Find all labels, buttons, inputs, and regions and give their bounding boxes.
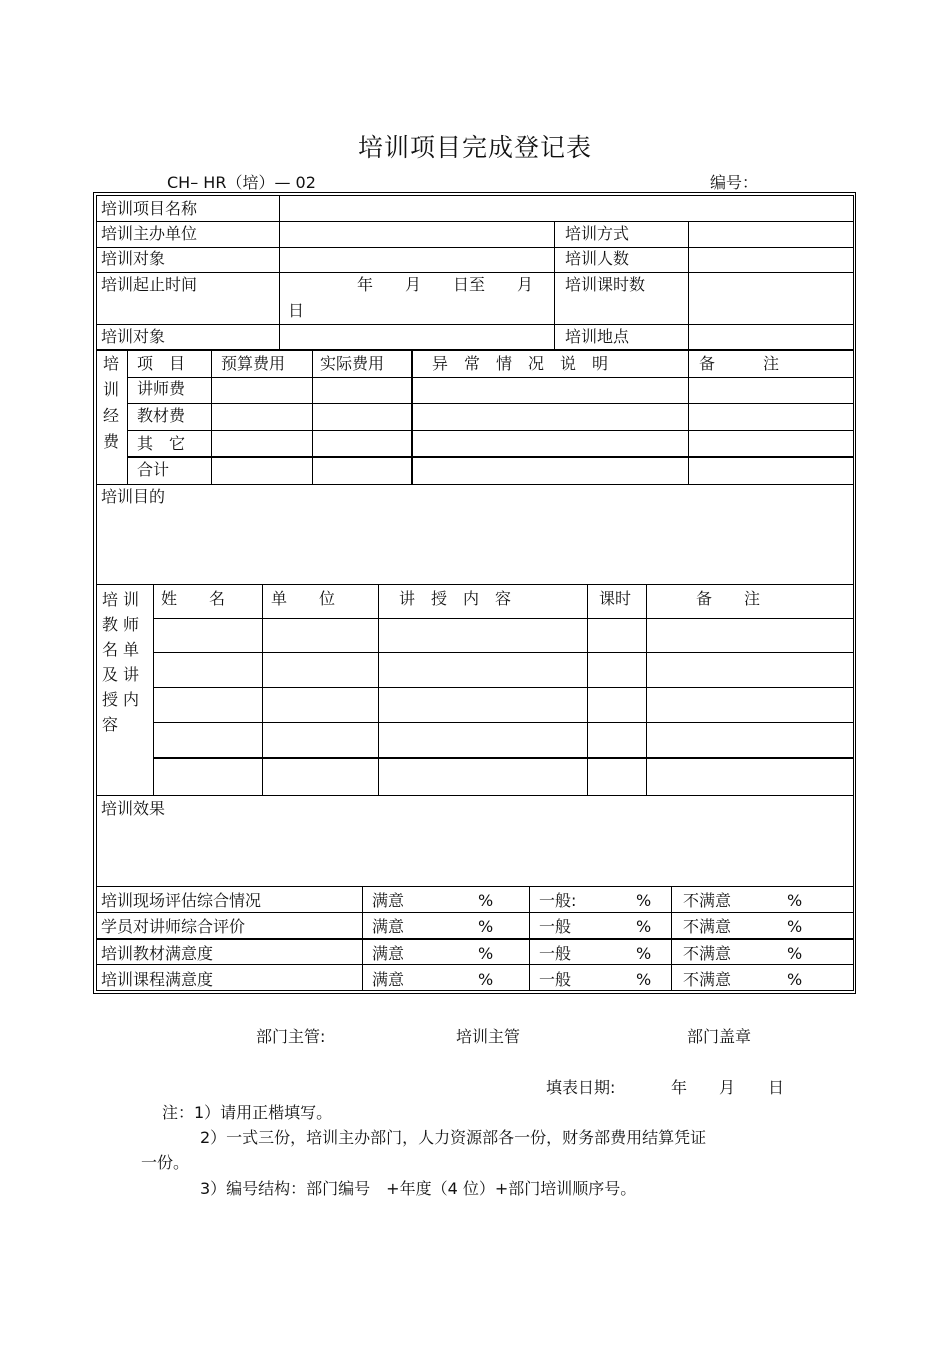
expense-item-total: 合计 [137, 460, 170, 479]
eval-percent: % [478, 917, 494, 936]
eval-percent: % [787, 891, 803, 910]
inner-border-bottom [96, 990, 853, 991]
row-line [153, 722, 853, 723]
expense-item-materials: 教材费 [137, 406, 186, 425]
col-line [378, 585, 379, 795]
eval-percent: % [636, 917, 652, 936]
eval-average: 一般 [539, 917, 572, 936]
eval-average: 一般 [539, 970, 572, 989]
eval-label: 培训教材满意度 [101, 944, 214, 963]
eval-percent: % [787, 917, 803, 936]
eval-satisfied: 满意 [372, 891, 405, 910]
eval-unsatisfied: 不满意 [683, 944, 732, 963]
eval-unsatisfied: 不满意 [683, 970, 732, 989]
eval-percent: % [636, 944, 652, 963]
row-line [96, 221, 853, 222]
row-line [96, 272, 853, 273]
organizer-field[interactable] [283, 223, 551, 245]
inner-border-left [96, 195, 97, 991]
eval-label: 培训课程满意度 [101, 970, 214, 989]
row-line [127, 377, 853, 378]
label-target: 培训对象 [101, 249, 166, 268]
label-class-hours: 培训课时数 [565, 275, 646, 294]
eval-percent: % [478, 944, 494, 963]
headcount-field[interactable] [692, 249, 850, 271]
eval-satisfied: 满意 [372, 944, 405, 963]
label-project-name: 培训项目名称 [101, 199, 198, 218]
row-line [96, 938, 853, 940]
col-line [211, 350, 212, 484]
eval-percent: % [787, 970, 803, 989]
row-line [96, 349, 853, 351]
eval-percent: % [787, 944, 803, 963]
row-line [153, 652, 853, 653]
expense-header-remarks: 备 注 [699, 354, 780, 373]
row-line [153, 618, 853, 619]
col-line [312, 350, 313, 484]
note-line-2: 2）一式三份，培训主办部门，人力资源部各一份，财务部费用结算凭证 [200, 1128, 707, 1147]
target2-field[interactable] [283, 326, 551, 348]
eval-percent: % [636, 891, 652, 910]
teacher-header-hours: 课时 [599, 589, 632, 608]
col-line [688, 221, 689, 350]
row-line [96, 795, 853, 796]
expense-item-other: 其 它 [137, 434, 186, 453]
row-line [96, 886, 853, 887]
label-headcount: 培训人数 [565, 249, 630, 268]
note-line-4: 3）编号结构：部门编号 +年度（4 位）+部门培训顺序号。 [200, 1179, 637, 1198]
label-location: 培训地点 [565, 327, 630, 346]
label-purpose: 培训目的 [101, 487, 166, 506]
col-line [262, 585, 263, 795]
eval-satisfied: 满意 [372, 970, 405, 989]
teacher-header-name: 姓 名 [161, 589, 226, 608]
col-line [587, 585, 588, 795]
eval-label: 培训现场评估综合情况 [101, 891, 262, 910]
project-name-field[interactable] [283, 197, 551, 219]
eval-average: 一般: [539, 891, 577, 910]
fill-date-label: 填表日期: [546, 1078, 616, 1097]
expense-item-lecturer: 讲师费 [137, 379, 186, 398]
teachers-side-label: 培训教师名单及讲授内容 [102, 590, 145, 734]
fill-date-day: 日 [768, 1078, 785, 1097]
row-line [96, 484, 853, 485]
expense-header-actual: 实际费用 [320, 354, 385, 373]
form-code: CH– HR（培）— 02 [167, 173, 316, 192]
dept-seal: 部门盖章 [687, 1027, 752, 1046]
period-date-range[interactable]: 年 月 日至 月 [357, 275, 534, 294]
fill-date-month: 月 [719, 1078, 736, 1097]
col-line [279, 195, 280, 350]
eval-percent: % [478, 970, 494, 989]
eval-label: 学员对讲师综合评价 [101, 917, 246, 936]
col-line [153, 585, 154, 795]
class-hours-field[interactable] [692, 275, 850, 321]
expense-side-label: 培训经费 [102, 354, 119, 451]
row-line [96, 912, 853, 913]
col-line [411, 350, 413, 484]
label-effect: 培训效果 [101, 799, 166, 818]
serial-number-label: 编号： [710, 173, 759, 192]
note-line-1: 注：1）请用正楷填写。 [162, 1103, 333, 1122]
eval-percent: % [636, 970, 652, 989]
col-line [688, 350, 689, 484]
fill-date-year: 年 [671, 1078, 688, 1097]
teacher-header-content: 讲 授 内 容 [399, 589, 512, 608]
col-line [554, 221, 555, 350]
training-head-signature: 培训主管 [456, 1027, 521, 1046]
method-field[interactable] [692, 223, 850, 245]
eval-satisfied: 满意 [372, 917, 405, 936]
note-line-3: 一份。 [141, 1153, 190, 1172]
row-line [96, 964, 853, 965]
col-line [646, 585, 647, 795]
label-method: 培训方式 [565, 224, 630, 243]
row-line [127, 456, 853, 458]
expense-header-anomaly: 异 常 情 况 说 明 [432, 354, 609, 373]
inner-border-top [96, 195, 853, 196]
label-period: 培训起止时间 [101, 275, 198, 294]
dept-head-signature: 部门主管: [256, 1027, 326, 1046]
inner-border-right [853, 195, 854, 991]
eval-unsatisfied: 不满意 [683, 891, 732, 910]
target-field[interactable] [283, 249, 551, 271]
form-title: 培训项目完成登记表 [357, 133, 592, 162]
eval-unsatisfied: 不满意 [683, 917, 732, 936]
row-line [96, 247, 853, 248]
label-target-2: 培训对象 [101, 327, 166, 346]
row-line [96, 324, 853, 325]
location-field[interactable] [692, 326, 850, 348]
row-line [153, 687, 853, 688]
purpose-field[interactable] [100, 510, 850, 582]
eval-percent: % [478, 891, 494, 910]
row-line [127, 430, 853, 431]
col-line [127, 350, 128, 484]
teacher-header-unit: 单 位 [271, 589, 336, 608]
teacher-header-remarks: 备 注 [696, 589, 761, 608]
effect-field[interactable] [100, 822, 850, 884]
expense-header-budget: 预算费用 [221, 354, 286, 373]
eval-average: 一般 [539, 944, 572, 963]
row-line [127, 403, 853, 404]
label-organizer: 培训主办单位 [101, 224, 198, 243]
expense-header-item: 项 目 [137, 354, 186, 373]
period-date-day: 日 [288, 301, 305, 320]
row-line [96, 584, 853, 585]
row-line [153, 757, 853, 759]
